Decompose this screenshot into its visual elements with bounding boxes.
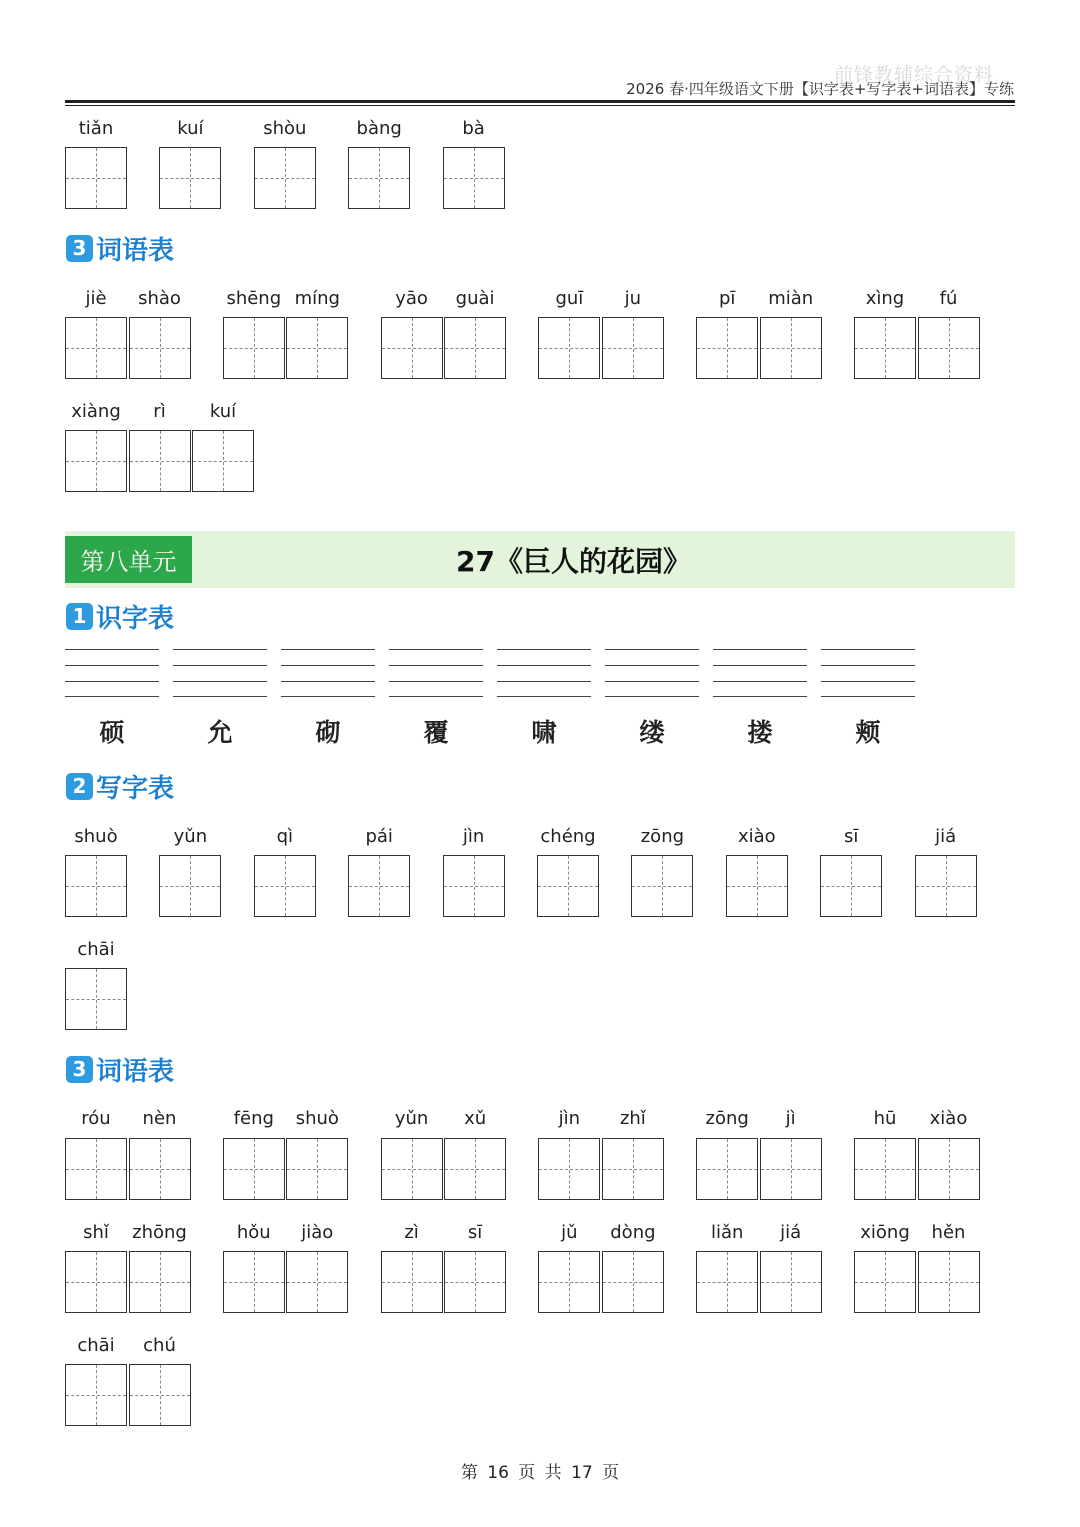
pinyin-label: jǔ [561, 1222, 578, 1243]
writing-box [65, 317, 127, 379]
writing-box [443, 147, 505, 209]
header-divider [65, 100, 1015, 103]
writing-box [538, 1138, 600, 1200]
pinyin-label: xǔ [464, 1108, 487, 1129]
recog-character: 覆 [423, 718, 449, 747]
pinyin-writing-lines [389, 649, 483, 697]
writing-box [602, 1138, 664, 1200]
writing-box [444, 317, 506, 379]
writing-box [65, 1138, 127, 1200]
writing-box [286, 317, 348, 379]
pinyin-writing-lines [713, 649, 807, 697]
pinyin-label: fú [939, 288, 958, 309]
writing-box [915, 855, 977, 917]
writing-box [65, 1251, 127, 1313]
pinyin-label: shòu [263, 118, 307, 139]
writing-box [65, 1364, 127, 1426]
section-number-badge: 3 [66, 1056, 93, 1083]
pinyin-label: sī [467, 1222, 483, 1243]
pinyin-label: xiào [929, 1108, 968, 1129]
writing-box [348, 147, 410, 209]
pinyin-label: xìng [865, 288, 905, 309]
writing-box [444, 1251, 506, 1313]
writing-box [65, 855, 127, 917]
pinyin-label: qì [276, 826, 294, 847]
writing-box [696, 317, 758, 379]
writing-box [537, 855, 599, 917]
pinyin-label: chāi [77, 1335, 115, 1356]
pinyin-label: fēng [233, 1108, 274, 1129]
writing-box [443, 855, 505, 917]
writing-box [602, 1251, 664, 1313]
write-section-title [66, 770, 174, 802]
pinyin-label: bàng [356, 118, 402, 139]
writing-box [286, 1251, 348, 1313]
pinyin-label: xiàng [71, 401, 121, 422]
writing-box [65, 968, 127, 1030]
writing-box [192, 430, 254, 492]
page-header-title: 2026 春·四年级语文下册【识字表+写字表+词语表】专练 [626, 80, 1014, 98]
pinyin-label: jìn [462, 826, 485, 847]
pinyin-label: zhǐ [619, 1108, 646, 1129]
pinyin-label: pái [365, 826, 393, 847]
pinyin-label: yāo [395, 288, 428, 309]
writing-box [538, 317, 600, 379]
pinyin-writing-lines [821, 649, 915, 697]
pinyin-label: jìn [558, 1108, 581, 1129]
pinyin-label: nèn [142, 1108, 177, 1129]
writing-box [726, 855, 788, 917]
pinyin-label: guài [455, 288, 495, 309]
pinyin-label: yǔn [394, 1108, 429, 1129]
pinyin-writing-lines [605, 649, 699, 697]
writing-box [223, 1138, 285, 1200]
writing-box [129, 1251, 191, 1313]
recog-character: 搂 [747, 718, 773, 747]
pinyin-label: kuí [209, 401, 237, 422]
pinyin-label: zōng [640, 826, 685, 847]
pinyin-writing-lines [65, 649, 159, 697]
page-footer: 第 16 页 共 17 页 [460, 1463, 620, 1483]
writing-box [444, 1138, 506, 1200]
pinyin-label: ju [624, 288, 642, 309]
pinyin-label: jiá [935, 826, 957, 847]
pinyin-writing-lines [173, 649, 267, 697]
pinyin-label: bà [462, 118, 485, 139]
pinyin-label: hěn [931, 1222, 966, 1243]
recog-character: 缕 [639, 718, 665, 747]
writing-box [381, 317, 443, 379]
recog-character: 颊 [855, 718, 881, 747]
pinyin-writing-lines [281, 649, 375, 697]
pinyin-label: zhōng [132, 1222, 187, 1243]
section-label: 写字表 [96, 773, 175, 804]
writing-box [854, 317, 916, 379]
writing-box [65, 430, 127, 492]
writing-box [223, 317, 285, 379]
pinyin-label: shào [138, 288, 181, 309]
writing-box [254, 855, 316, 917]
pinyin-label: miàn [768, 288, 814, 309]
writing-box [129, 1138, 191, 1200]
section-label: 词语表 [96, 235, 175, 266]
pinyin-writing-lines [497, 649, 591, 697]
writing-box [696, 1251, 758, 1313]
writing-box [381, 1251, 443, 1313]
pinyin-label: shǐ [83, 1222, 109, 1243]
pinyin-label: xiōng [860, 1222, 910, 1243]
pinyin-label: róu [81, 1108, 111, 1129]
writing-box [348, 855, 410, 917]
watermark: 前锋教辅综合资料 [834, 64, 995, 86]
writing-box [159, 855, 221, 917]
unit-tag: 第八单元 [65, 536, 192, 583]
recog-character: 硕 [99, 718, 125, 747]
lesson-title: 27《巨人的花园》 [456, 544, 691, 578]
pinyin-label: jì [785, 1108, 796, 1129]
pinyin-label: shuò [295, 1108, 339, 1129]
writing-box [159, 147, 221, 209]
writing-box [602, 317, 664, 379]
section-label: 识字表 [96, 603, 175, 634]
writing-box [760, 317, 822, 379]
writing-box [918, 317, 980, 379]
pinyin-label: chāi [77, 939, 115, 960]
pinyin-label: dòng [610, 1222, 656, 1243]
section-number-badge: 3 [66, 235, 93, 262]
section-number-badge: 2 [66, 773, 93, 800]
pinyin-label: yǔn [173, 826, 208, 847]
pinyin-label: sī [843, 826, 859, 847]
word-section-title [66, 1053, 174, 1085]
section-label: 词语表 [96, 1056, 175, 1087]
pinyin-label: guī [555, 288, 584, 309]
section-number-badge: 1 [66, 603, 93, 630]
recog-section-title [66, 600, 174, 632]
pinyin-label: liǎn [710, 1222, 744, 1243]
pinyin-label: jiào [301, 1222, 334, 1243]
writing-box [760, 1251, 822, 1313]
pinyin-label: rì [153, 401, 166, 422]
pinyin-label: hǒu [236, 1222, 271, 1243]
pinyin-label: chéng [540, 826, 596, 847]
writing-box [286, 1138, 348, 1200]
recog-character: 啸 [531, 718, 557, 747]
header-divider-thin [65, 105, 1015, 106]
prev-word-section-title [66, 232, 174, 264]
recog-character: 砌 [315, 718, 341, 747]
writing-box [854, 1138, 916, 1200]
writing-box [631, 855, 693, 917]
pinyin-label: jiè [85, 288, 107, 309]
pinyin-label: zì [404, 1222, 419, 1243]
writing-box [760, 1138, 822, 1200]
pinyin-label: jiá [780, 1222, 802, 1243]
writing-box [854, 1251, 916, 1313]
pinyin-label: míng [294, 288, 340, 309]
pinyin-label: shuò [74, 826, 118, 847]
writing-box [918, 1138, 980, 1200]
writing-box [820, 855, 882, 917]
pinyin-label: zōng [705, 1108, 749, 1129]
writing-box [696, 1138, 758, 1200]
pinyin-label: kuí [177, 118, 204, 139]
writing-box [65, 147, 127, 209]
writing-box [254, 147, 316, 209]
writing-box [918, 1251, 980, 1313]
writing-box [538, 1251, 600, 1313]
pinyin-label: chú [143, 1335, 176, 1356]
pinyin-label: pī [718, 288, 736, 309]
writing-box [223, 1251, 285, 1313]
pinyin-label: hū [873, 1108, 897, 1129]
writing-box [129, 1364, 191, 1426]
writing-box [129, 430, 191, 492]
writing-box [129, 317, 191, 379]
pinyin-label: xiào [737, 826, 776, 847]
pinyin-label: tiǎn [78, 118, 114, 139]
pinyin-label: shēng [226, 288, 282, 309]
writing-box [381, 1138, 443, 1200]
recog-character: 允 [207, 718, 233, 747]
